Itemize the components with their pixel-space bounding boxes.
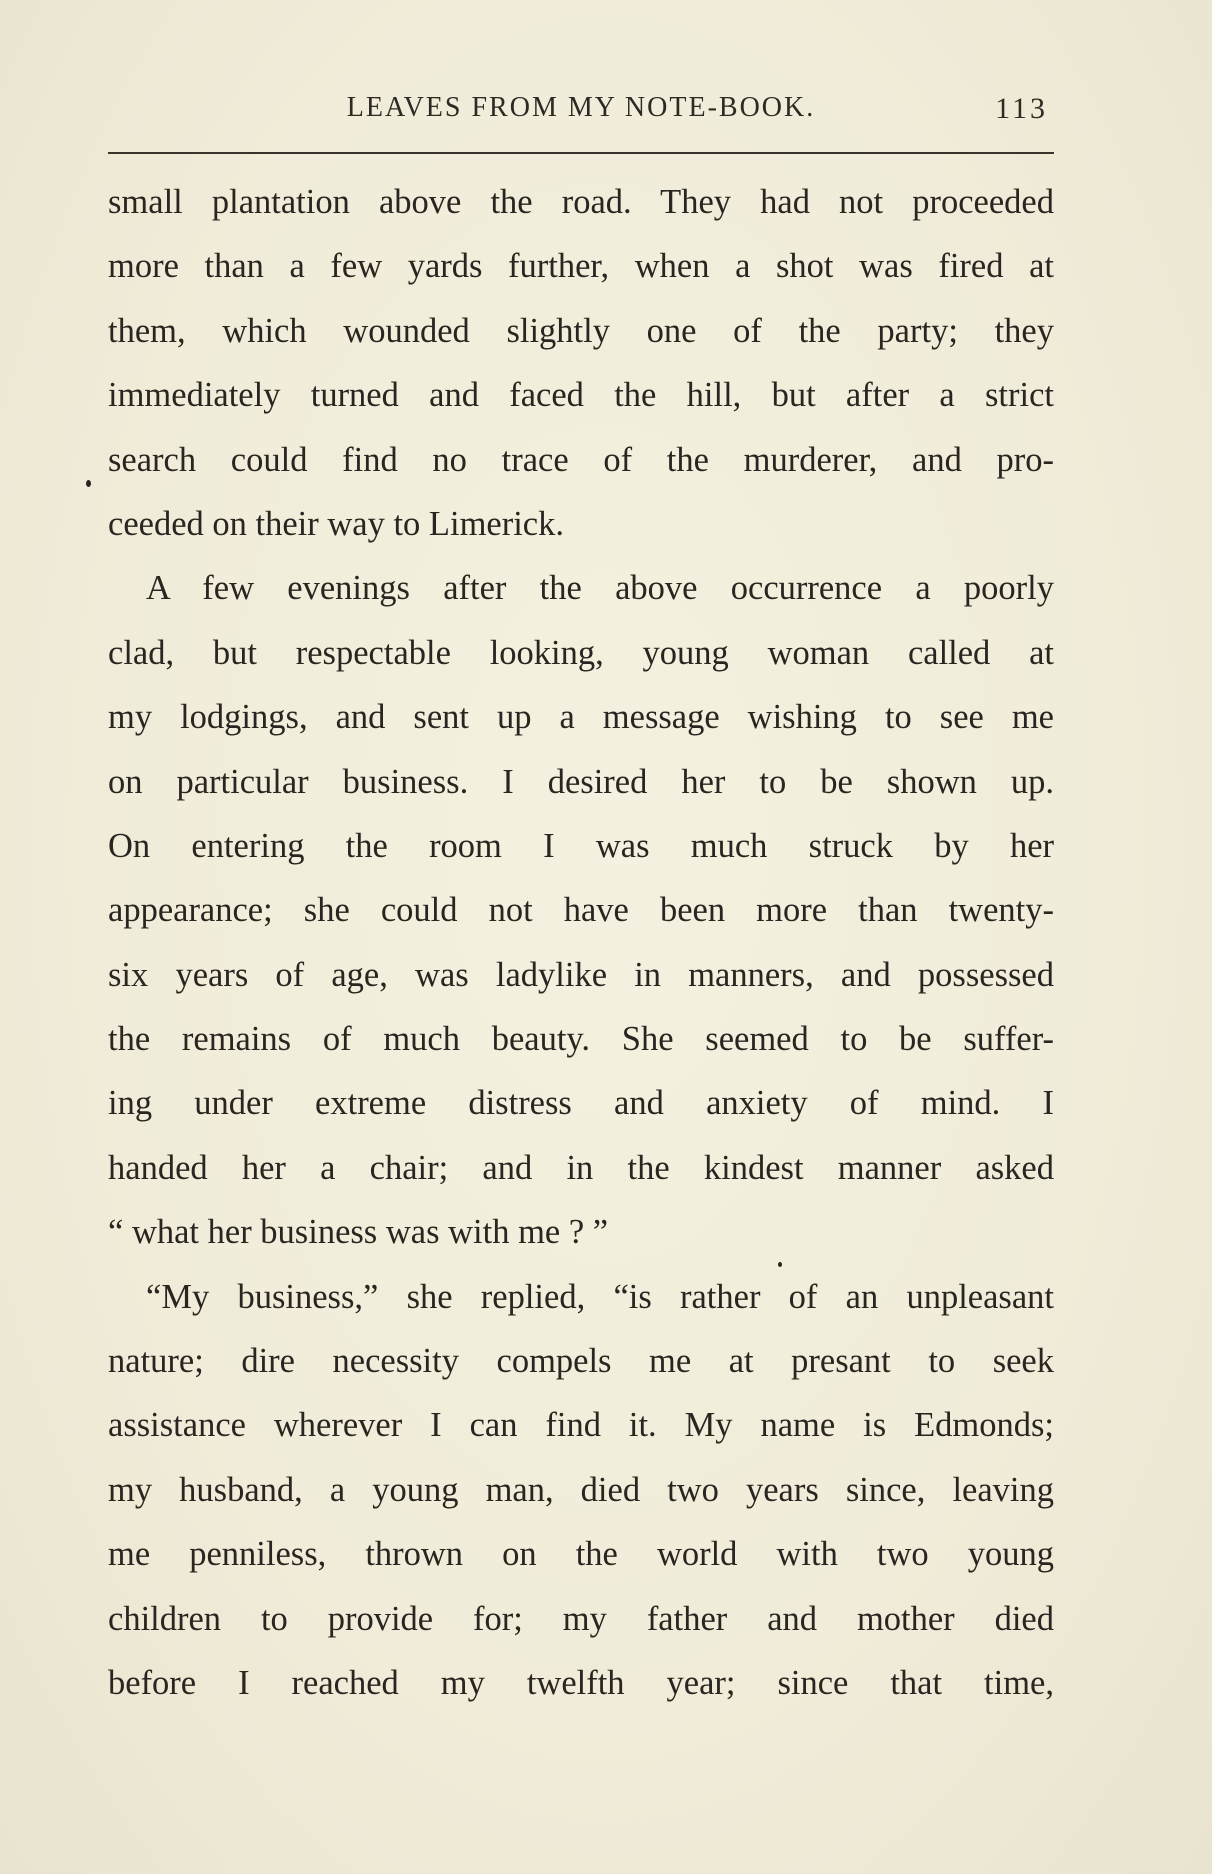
body-text bbox=[108, 170, 1054, 1715]
text-line: six years of age, was ladylike in manners, and possessed bbox=[108, 955, 1054, 994]
text-line: nature; dire necessity compels me at presant to seek bbox=[108, 1342, 1054, 1381]
header-rule bbox=[108, 152, 1054, 154]
text-line: ing under extreme distress and anxiety of mind. I bbox=[108, 1084, 1054, 1123]
text-line: ceeded on their way to Limerick. bbox=[108, 504, 564, 543]
text-line: handed her a chair; and in the kindest manner asked bbox=[108, 1148, 1054, 1187]
text-line: assistance wherever I can find it. My name is Edmonds; bbox=[108, 1406, 1054, 1445]
text-line: me penniless, thrown on the world with two young bbox=[108, 1535, 1054, 1574]
text-line: my husband, a young man, died two years since, leaving bbox=[108, 1470, 1054, 1509]
running-head bbox=[108, 92, 1054, 132]
running-title: LEAVES FROM MY NOTE-BOOK. bbox=[346, 92, 816, 123]
ink-speck bbox=[778, 1262, 782, 1267]
text-line: on particular business. I desired her to be shown up. bbox=[108, 762, 1054, 801]
text-line: children to provide for; my father and mother died bbox=[108, 1599, 1054, 1638]
text-line: more than a few yards further, when a shot was fired at bbox=[108, 247, 1054, 286]
text-line: search could find no trace of the murderer, and pro- bbox=[108, 440, 1054, 479]
text-line: immediately turned and faced the hill, but after a strict bbox=[108, 376, 1054, 415]
text-line: them, which wounded slightly one of the party; they bbox=[108, 311, 1054, 350]
text-line: clad, but respectable looking, young woman called at bbox=[108, 633, 1054, 672]
text-line: before I reached my twelfth year; since that time, bbox=[108, 1663, 1054, 1702]
text-line: “ what her business was with me ? ” bbox=[108, 1213, 609, 1252]
text-line: small plantation above the road. They had not proceeded bbox=[108, 183, 1054, 221]
text-line: On entering the room I was much struck by her bbox=[108, 826, 1054, 865]
text-line: my lodgings, and sent up a message wishing to see me bbox=[108, 698, 1054, 737]
text-line: appearance; she could not have been more than twenty- bbox=[108, 891, 1054, 930]
page-number: 113 bbox=[995, 92, 1048, 125]
text-line: the remains of much beauty. She seemed to be suffer- bbox=[108, 1020, 1054, 1059]
ink-speck bbox=[86, 480, 91, 487]
text-line: “My business,” she replied, “is rather of an unpleasant bbox=[146, 1277, 1054, 1316]
text-line: A few evenings after the above occurrence a poorly bbox=[146, 569, 1054, 608]
